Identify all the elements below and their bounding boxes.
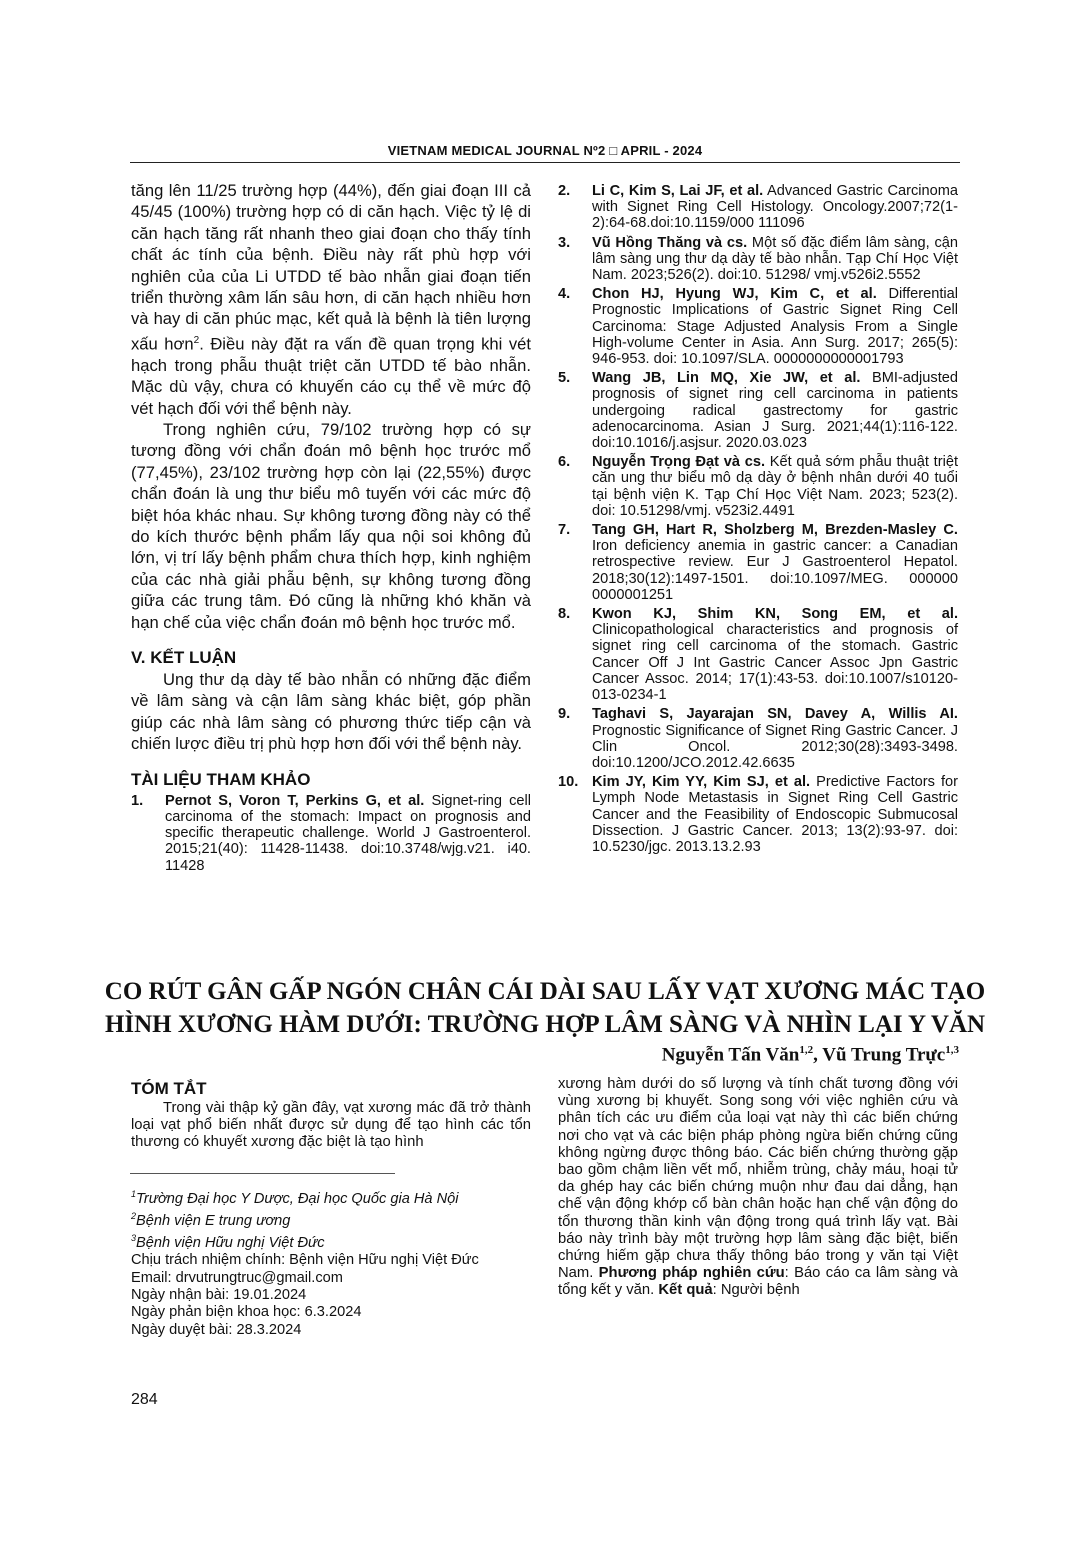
reference-item: [558, 454, 958, 519]
author-line: [662, 1044, 959, 1066]
abstract-left: [131, 1078, 531, 1152]
affiliation-2: [131, 1208, 541, 1230]
reference-text: Differential Prognostic Implications of Gastric Signet Ring Cell Carcinoma: Stage Adjusted Analysis From a Single High-volume Center in Asia. Ann Surg. 2017; 265(5): 946-953. doi: 10.1097/SLA. 0000000000001793: [592, 286, 958, 368]
reference-item: [558, 286, 958, 367]
date-reviewed: Ngày phản biện khoa học: 6.3.2024: [131, 1304, 362, 1321]
paragraph-text: tăng lên 11/25 trường hợp (44%), đến giai đoạn III cả 45/45 (100%) trường hợp có di căn hạch. Việc tỷ lệ di căn hạch tăng rất nhanh theo giai đoạn cho thấy tính chất ác tính của bệnh. Điều này rất phù hợp với nghiên của của Li UTDD tế bào nhẫn giai đoạn tiến triển thường xâm lấn sâu hơn, di căn hạch nhiều hơn và hay di căn phúc mạc, kết quả là bệnh là tiên lượng xấu hơn: [131, 181, 531, 354]
reference-text: Predictive Factors for Lymph Node Metastasis in Signet Ring Cell Gastric Cancer and the Feasibility of Endoscopic Submucosal Dissection. J Gastric Cancer. 2013; 13(2):93-97. doi: 10.5230/jgc. 2013.13.2.93: [592, 774, 958, 855]
author-affiliation-sup: 1,3: [945, 1044, 959, 1056]
reference-item: [558, 370, 958, 451]
author-separator: ,: [813, 1044, 823, 1066]
reference-authors: Wang JB, Lin MQ, Xie JW, et al.: [592, 370, 861, 387]
reference-text: Advanced Gastric Carcinoma with Signet Ring Cell Histology. Oncology.2007;72(1-2):64-68.doi:10.1159/000 111096: [592, 183, 959, 232]
reference-number: 5.: [558, 370, 571, 387]
header-rule: [130, 162, 960, 163]
affiliation-text: Trường Đại học Y Dược, Đại học Quốc gia Hà Nội: [136, 1190, 459, 1207]
reference-item: [558, 183, 958, 232]
responsible-author: Chịu trách nhiệm chính: Bệnh viện Hữu nghị Việt Đức: [131, 1252, 479, 1269]
date-received: Ngày nhận bài: 19.01.2024: [131, 1287, 307, 1304]
reference-authors: Kwon KJ, Shim KN, Song EM, et al.: [592, 606, 958, 623]
author-affiliation-sup: 1,2: [799, 1044, 814, 1056]
affiliation-sup: 2: [131, 1211, 137, 1222]
paragraph-discussion-1: [131, 180, 531, 419]
page-number: 284: [131, 1391, 158, 1408]
affiliation-text: Bệnh viện Hữu nghị Việt Đức: [136, 1235, 325, 1252]
reference-number: 1.: [131, 792, 144, 809]
paragraph-text-end: . Điều này đặt ra vấn đề quan trọng khi vét hạch trong phẫu thuật triệt căn UTDD tế bào nhẫn. Mặc dù vậy, chưa có khuyến cáo cụ thể về mức độ vét hạch đối với thể bệnh này.: [131, 334, 531, 418]
author-name: Nguyễn Tấn Văn: [661, 1044, 800, 1066]
citation-sup: 2: [193, 334, 200, 346]
reference-authors: Tang GH, Hart R, Sholzberg M, Brezden-Masley C.: [592, 522, 958, 539]
date-accepted: Ngày duyệt bài: 28.3.2024: [131, 1321, 302, 1338]
email: Email: drvutrungtruc@gmail.com: [131, 1269, 343, 1286]
reference-item: [558, 235, 958, 284]
reference-authors: Taghavi S, Jayarajan SN, Davey A, Willis AI.: [592, 706, 958, 723]
abstract-text-right: xương hàm dưới do số lượng và tính chất tương đồng với vùng xương bị khuyết. Song song với việc nghiên cứu và phân tích các ưu điểm của loại vạt này thì các biến chứng nơi cho vạt và các biện pháp phòng ngừa biến chứng cũng không ngừng được thông báo. Các biến chứng thường gặp bao gồm chậm liền vết mổ, nhiễm trùng, chảy máu, hoại tử da ghép hay các biến chứng muộn như đau dai dẳng, hạn chế vận động khớp cổ bàn chân hoặc hạn chế vận động do tổn thương thần kinh vận động trong quá trình lấy vạt. Bài báo này trình bày một trường hợp lâm sàng đặc biệt, biến chứng hiếm gặp chưa thấy thông báo trong y văn tại Việt Nam.: [558, 1076, 958, 1282]
paragraph-discussion-2: Trong nghiên cứu, 79/102 trường hợp có sự tương đồng với chẩn đoán mô bệnh học trước mổ (77,45%), 23/102 trường hợp còn lại (22,55%) được chẩn đoán là ung thư biểu mô tuyến với các mức độ biệt hóa khác nhau. Sự không tương đồng này có thể do kích thước bệnh phẩm lấy qua nội soi không đủ lớn, vị trí lấy bệnh phẩm chưa thích hợp, kinh nghiệm của các nhà giải phẫu bệnh, sự không tương đồng giữa các trung tâm. Đó cũng là những khó khăn và hạn chế của việc chẩn đoán mô bệnh học trước mổ.: [131, 420, 531, 632]
reference-number: 9.: [558, 706, 571, 723]
reference-number: 7.: [558, 522, 571, 539]
reference-text: BMI-adjusted prognosis of signet ring cell carcinoma in patients undergoing radical gastrectomy for gastric adenocarcinoma. Asian J Surg. 2021;44(1):116-122. doi:10.1016/j.asjsur. 2020.03.023: [592, 370, 958, 452]
reference-text: Clinicopathological characteristics and prognosis of signet ring cell carcinoma of the stomach. Gastric Cancer Off J Int Gastric Cancer Assoc Jpn Gastric Cancer Assoc. 2014; 17(1):43-53. doi:10.1007/s10120-013-0234-1: [592, 622, 958, 704]
reference-item: [558, 606, 958, 703]
reference-authors: Vũ Hồng Thăng và cs.: [592, 234, 748, 251]
results-label: Kết quả: [658, 1282, 713, 1299]
affiliation-3: [131, 1230, 541, 1252]
reference-item: [131, 793, 531, 874]
reference-number: 2.: [558, 183, 571, 199]
reference-authors: Li C, Kim S, Lai JF, et al.: [592, 183, 764, 199]
methods-text: : Báo cáo ca lâm sàng và tổng kết y văn.: [558, 1265, 959, 1299]
methods-label: Phương pháp nghiên cứu: [598, 1265, 785, 1282]
reference-item: [558, 774, 958, 855]
reference-authors: Nguyễn Trọng Đạt và cs.: [592, 454, 766, 471]
reference-number: 4.: [558, 286, 571, 303]
reference-text: Prognostic Significance of Signet Ring Gastric Cancer. J Clin Oncol. 2012;30(28):3493-3498. doi:10.1200/JCO.2012.42.6635: [592, 722, 958, 771]
affiliation-sup: 3: [131, 1233, 137, 1244]
conclusion-heading: V. KẾT LUẬN: [131, 648, 237, 668]
reference-list-right: [558, 183, 958, 858]
reference-text: Một số đặc điểm lâm sàng, cận lâm sàng ung thư dạ dày tế bào nhẫn. Tạp Chí Học Việt Nam. 2023;526(2). doi:10. 51298/ vmj.v526i2.5552: [592, 234, 959, 284]
footnotes: [131, 1186, 541, 1339]
article-title: [100, 975, 990, 1041]
reference-authors: Chon HJ, Hyung WJ, Kim C, et al.: [592, 286, 877, 303]
reference-list-left: [131, 793, 531, 874]
reference-text: Iron deficiency anemia in gastric cancer: a Canadian retrospective review. Eur J Gastroenterol Hepatol. 2018;30(12):1497-1501. doi:10.1097/MEG. 000000 0000001251: [592, 538, 958, 603]
reference-number: 8.: [558, 606, 571, 623]
author-name: Vũ Trung Trực: [822, 1044, 946, 1066]
affiliation-sup: 1: [131, 1189, 137, 1199]
article-title-line: CO RÚT GÂN GẤP NGÓN CHÂN CÁI DÀI SAU LẤY VẠT XƯƠNG MÁC TẠO: [104, 978, 986, 1005]
reference-authors: Kim JY, Kim YY, Kim SJ, et al.: [592, 774, 811, 791]
left-column: [131, 180, 531, 877]
running-header: VIETNAM MEDICAL JOURNAL Nº2 □ APRIL - 2024: [387, 143, 703, 158]
conclusion-text: Ung thư dạ dày tế bào nhẫn có những đặc điểm về lâm sàng và cận lâm sàng khác biệt, góp phần giúp các nhà lâm sàng có phương thức tiếp cận và chiến lược điều trị phù hợp hơn đối với thể bệnh này.: [131, 670, 531, 754]
reference-authors: Pernot S, Voron T, Perkins G, et al.: [165, 792, 425, 809]
reference-number: 6.: [558, 454, 571, 471]
abstract-heading: TÓM TẮT: [131, 1079, 207, 1098]
reference-number: 3.: [558, 234, 571, 251]
references-heading: TÀI LIỆU THAM KHẢO: [131, 769, 311, 789]
results-text: : Người bệnh: [712, 1282, 800, 1299]
affiliation-text: Bệnh viện E trung ương: [136, 1213, 291, 1230]
affiliation-1: [131, 1186, 541, 1208]
abstract-right: [558, 1076, 958, 1300]
reference-text: Kết quả sớm phẫu thuật triệt căn ung thư biểu mô dạ dày ở bệnh nhân dưới 40 tuổi tại bệnh viện K. Tạp Chí Học Việt Nam. 2023; 523(2). doi: 10.51298/vmj. v523i2.4491: [592, 454, 959, 519]
reference-item: [558, 522, 958, 603]
reference-number: 10.: [558, 774, 579, 791]
footnote-rule: [130, 1173, 395, 1174]
abstract-text-left: Trong vài thập kỷ gần đây, vạt xương mác đã trở thành loại vạt phổ biến nhất được sử dụng để tạo hình các tổn thương có khuyết xương đặc biệt là tạo hình: [131, 1100, 531, 1151]
reference-text: Signet-ring cell carcinoma of the stomach: Impact on prognosis and specific therapeutic challenge. World J Gastroenterol. 2015;21(40): 11428-11438. doi:10.3748/wjg.v21. i40. 11428: [165, 792, 531, 874]
article-title-line: HÌNH XƯƠNG HÀM DƯỚI: TRƯỜNG HỢP LÂM SÀNG VÀ NHÌN LẠI Y VĂN: [104, 1011, 986, 1038]
reference-item: [558, 706, 958, 771]
